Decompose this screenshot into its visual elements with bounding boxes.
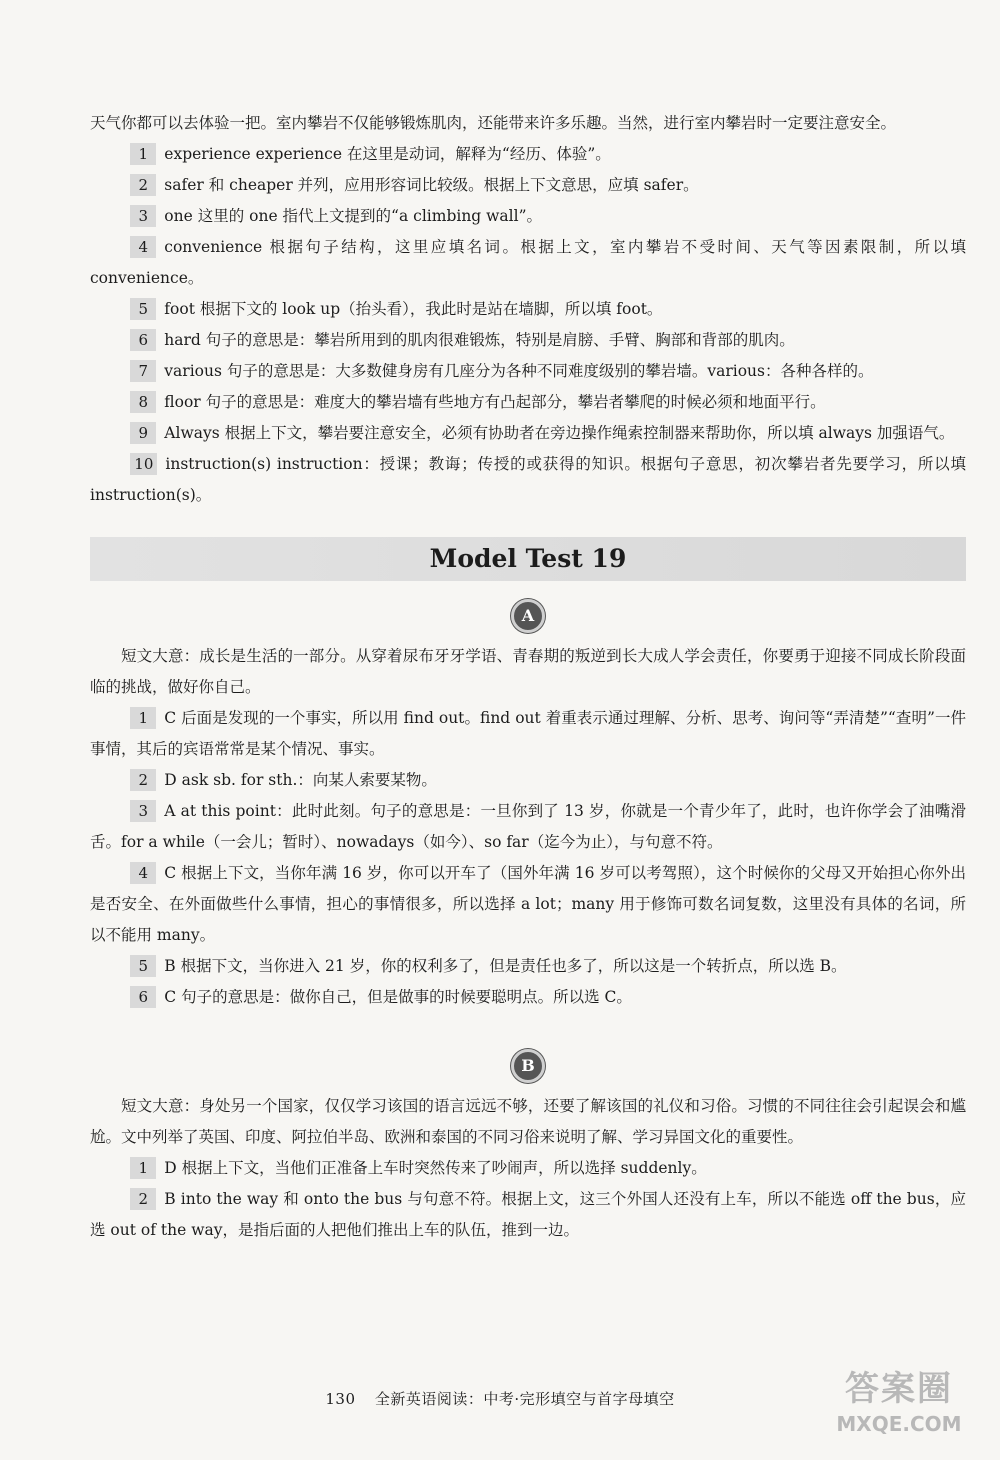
answer-item <box>90 201 966 232</box>
item-text: A at this point：此时此刻。句子的意思是：一旦你到了 13 岁，你就是一个青少年了，此时，也许你学会了油嘴滑舌。for a while（一会儿；暂时）、nowadays（如今）、so far（迄今为止），与句意不符。 <box>90 802 966 851</box>
item-text: D 根据上下文，当他们正准备上车时突然传来了吵闹声，所以选择 suddenly。 <box>164 1159 707 1177</box>
section-spacer <box>90 1013 966 1045</box>
answer-item <box>90 858 966 951</box>
item-number: 5 <box>130 298 156 320</box>
item-text: floor 句子的意思是：难度大的攀岩墙有些地方有凸起部分，攀岩者攀爬的时候必须和地面平行。 <box>164 393 826 411</box>
answer-item <box>90 796 966 858</box>
item-number: 2 <box>130 769 156 791</box>
item-number: 4 <box>130 236 156 258</box>
item-text: B into the way 和 onto the bus 与句意不符。根据上文，这三个外国人还没有上车，所以不能选 off the bus，应选 out of the way，是指后面的人把他们推出上车的队伍，推到一边。 <box>90 1190 966 1239</box>
item-number: 4 <box>130 862 156 884</box>
item-number: 3 <box>130 800 156 822</box>
item-number: 3 <box>130 205 156 227</box>
model-test-banner <box>90 537 966 581</box>
item-text: C 后面是发现的一个事实，所以用 find out。find out 着重表示通过理解、分析、思考、询问等“弄清楚”“查明”一件事情，其后的宾语常常是某个情况、事实。 <box>90 709 966 758</box>
item-text: D ask sb. for sth.：向某人索要某物。 <box>164 771 437 789</box>
item-text: Always 根据上下文，攀岩要注意安全，必须有协助者在旁边操作绳索控制器来帮助你，所以填 always 加强语气。 <box>164 424 955 442</box>
section-b-badge: B <box>511 1049 545 1083</box>
watermark-url: MXQE.COM <box>836 1412 962 1436</box>
item-text: instruction(s) instruction：授课；教诲；传授的或获得的知识。根据句子意思，初次攀岩者先要学习，所以填 instruction(s)。 <box>90 455 966 504</box>
item-number: 9 <box>130 422 156 444</box>
answer-item <box>90 325 966 356</box>
item-text: various 句子的意思是：大多数健身房有几座分为各种不同难度级别的攀岩墙。various：各种各样的。 <box>164 362 874 380</box>
section-a-badge: A <box>511 599 545 633</box>
answer-item <box>90 139 966 170</box>
item-number: 6 <box>130 329 156 351</box>
item-text: B 根据下文，当你进入 21 岁，你的权利多了，但是责任也多了，所以这是一个转折点，所以选 B。 <box>164 957 847 975</box>
answer-list-b <box>90 1153 966 1246</box>
item-number: 2 <box>130 1188 156 1210</box>
item-number: 2 <box>130 174 156 196</box>
answer-item <box>90 170 966 201</box>
item-number: 6 <box>130 986 156 1008</box>
answer-item <box>90 294 966 325</box>
answer-list-previous <box>90 139 966 511</box>
book-title: 全新英语阅读：中考·完形填空与首字母填空 <box>374 1390 675 1408</box>
page-content <box>90 108 966 1246</box>
item-text: C 根据上下文，当你年满 16 岁，你可以开车了（国外年满 16 岁可以考驾照），这个时候你的父母又开始担心你外出是否安全、在外面做些什么事情，担心的事情很多，所以选择 a lot；many 用于修饰可数名词复数，这里没有具体的名词，所以不能用 many。 <box>90 864 966 944</box>
item-text: C 句子的意思是：做你自己，但是做事的时候要聪明点。所以选 C。 <box>164 988 632 1006</box>
item-number: 1 <box>130 1157 156 1179</box>
answer-item <box>90 1153 966 1184</box>
page-number: 130 <box>325 1390 356 1408</box>
item-text: convenience 根据句子结构，这里应填名词。根据上文，室内攀岩不受时间、天气等因素限制，所以填 convenience。 <box>90 238 966 287</box>
watermark-logo-text: 答案圈 <box>845 1369 953 1409</box>
item-number: 5 <box>130 955 156 977</box>
answer-item <box>90 1184 966 1246</box>
answer-item <box>90 356 966 387</box>
answer-item <box>90 951 966 982</box>
watermark-logo <box>824 1366 974 1446</box>
answer-item <box>90 232 966 294</box>
answer-item <box>90 703 966 765</box>
answer-item <box>90 765 966 796</box>
answer-list-a <box>90 703 966 1013</box>
section-a-summary: 短文大意：成长是生活的一部分。从穿着尿布牙牙学语、青春期的叛逆到长大成人学会责任，你要勇于迎接不同成长阶段面临的挑战，做好你自己。 <box>90 647 966 696</box>
item-number: 10 <box>130 453 157 475</box>
item-text: experience experience 在这里是动词，解释为“经历、体验”。 <box>164 145 611 163</box>
answer-item <box>90 418 966 449</box>
section-b-summary: 短文大意：身处另一个国家，仅仅学习该国的语言远远不够，还要了解该国的礼仪和习俗。习惯的不同往往会引起误会和尴尬。文中列举了英国、印度、阿拉伯半岛、欧洲和泰国的不同习俗来说明了解、学习异国文化的重要性。 <box>90 1097 966 1146</box>
answer-item <box>90 982 966 1013</box>
item-number: 1 <box>130 707 156 729</box>
item-text: one 这里的 one 指代上文提到的“a climbing wall”。 <box>164 207 542 225</box>
item-number: 1 <box>130 143 156 165</box>
banner-title: Model Test 19 <box>429 544 627 573</box>
item-text: foot 根据下文的 look up（抬头看），我此时是站在墙脚，所以填 foot。 <box>164 300 663 318</box>
item-text: hard 句子的意思是：攀岩所用到的肌肉很难锻炼，特别是肩膀、手臂、胸部和背部的肌肉。 <box>164 331 795 349</box>
item-number: 7 <box>130 360 156 382</box>
answer-item <box>90 387 966 418</box>
item-text: safer 和 cheaper 并列，应用形容词比较级。根据上下文意思，应填 safer。 <box>164 176 699 194</box>
answer-item <box>90 449 966 511</box>
continued-paragraph: 天气你都可以去体验一把。室内攀岩不仅能够锻炼肌肉，还能带来许多乐趣。当然，进行室内攀岩时一定要注意安全。 <box>90 114 897 132</box>
item-number: 8 <box>130 391 156 413</box>
